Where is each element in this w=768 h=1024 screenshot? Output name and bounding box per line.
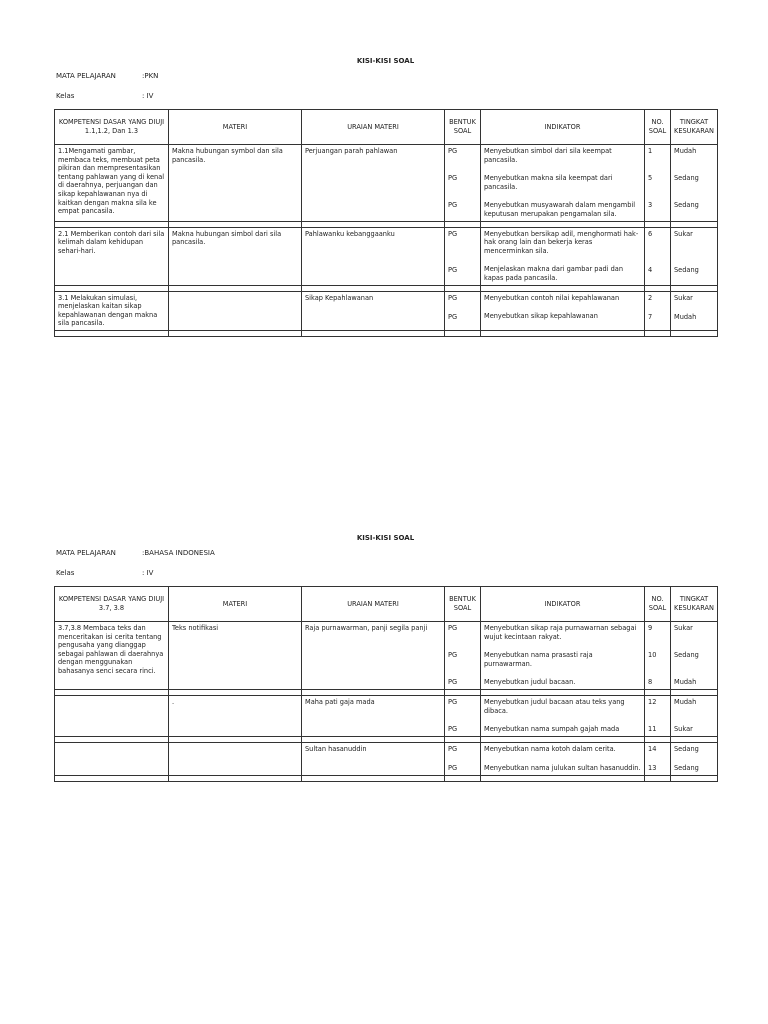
tingkat-item: Mudah [674,698,697,706]
no-soal-cell [645,291,671,330]
kisi-section-1 [54,57,717,337]
kelas-value: : IV [142,569,154,577]
indikator-item: Menjelaskan makna dari gambar padi dan kapas pada pancasila. [484,265,624,282]
tingkat-item: Sukar [674,725,693,733]
uraian-cell: Sikap Kepahlawanan [302,291,445,330]
no-soal-item: 7 [648,312,653,321]
no-soal-item: 10 [648,651,657,659]
kompetensi-cell: 1.1Mengamati gambar, membaca teks, membuat peta pikiran dan mempresentasikan tentang pahlawan yang di kenal di daerahnya, perjuangan dan sikap kepahlawanan nya di kaitkan dengan makna sila ke empat pancasila. [55,145,169,222]
doc-title: KISI-KISI SOAL [356,534,415,542]
no-soal-item: 12 [648,698,657,706]
bentuk-item: PG [448,745,458,753]
mata-pelajaran-label: MATA PELAJARAN [56,549,116,557]
kisi-table [54,109,718,337]
materi-cell: Teks notifikasi [169,622,302,690]
indikator-item: Menyebutkan nama prasasti raja purnawarman. [484,651,593,668]
tingkat-cell [671,291,718,330]
kompetensi-cell: 3.7,3.8 Membaca teks dan menceritakan isi cerita tentang pengusaha yang dianggap sebagai pahlawan di daerahnya dengan menggunakan bahasanya senci secara rinci. [55,622,169,690]
no-soal-cell [645,696,671,737]
table-row [55,696,718,737]
indikator-cell [481,696,645,737]
tingkat-item: Mudah [674,678,697,686]
no-soal-cell [645,145,671,222]
header-materi: MATERI [169,110,302,145]
spacer-cell [445,330,481,336]
no-soal-item: 3 [648,201,653,209]
bentuk-item: PG [448,201,458,209]
no-soal-item: 1 [648,147,653,155]
no-soal-cell [645,743,671,776]
bentuk-item: PG [448,624,458,632]
header-bentuk: BENTUK SOAL [445,587,481,622]
header-materi: MATERI [169,587,302,622]
indikator-cell [481,227,645,285]
spacer-row [55,776,718,782]
kelas-line [54,92,717,101]
header-tingkat: TINGKAT KESUKARAN [671,110,718,145]
header-uraian: URAIAN MATERI [302,587,445,622]
tingkat-item: Sedang [674,201,699,209]
indikator-cell [481,622,645,690]
indikator-item: Menyebutkan nama julukan sultan hasanuddin. [484,763,641,772]
kompetensi-cell: 3.1 Melakukan simulasi, menjelaskan kaitan sikap kepahlawanan dengan makna sila pancasila. [55,291,169,330]
tingkat-item: Sukar [674,624,693,632]
tingkat-cell [671,622,718,690]
tingkat-item: Sedang [674,651,699,659]
bentuk-item: PG [448,651,458,659]
spacer-cell [671,776,718,782]
no-soal-item: 13 [648,764,657,772]
header-row [55,587,718,622]
tingkat-item: Mudah [674,312,697,321]
table-row [55,145,718,222]
indikator-item: Menyebutkan sikap kepahlawanan [484,312,598,321]
no-soal-item: 11 [648,725,657,733]
no-soal-cell [645,227,671,285]
spacer-cell [302,330,445,336]
indikator-item: Menyebutkan makna sila keempat dari pancasila. [484,174,613,191]
header-tingkat: TINGKAT KESUKARAN [671,587,718,622]
bentuk-item: PG [448,265,458,274]
header-row [55,110,718,145]
bentuk-cell [445,622,481,690]
bentuk-cell [445,227,481,285]
no-soal-cell [645,622,671,690]
doc-title: KISI-KISI SOAL [356,57,415,65]
bentuk-cell [445,145,481,222]
kelas-label: Kelas [56,569,75,577]
uraian-cell: Sultan hasanuddin [302,743,445,776]
bentuk-item: PG [448,293,458,302]
table-row [55,622,718,690]
bentuk-item: PG [448,698,458,706]
bentuk-item: PG [448,678,458,686]
indikator-item: Menyebutkan simbol dari sila keempat pancasila. [484,147,612,164]
kompetensi-cell: 2.1 Memberikan contoh dari sila kelimah dalam kehidupan sehari-hari. [55,227,169,285]
no-soal-item: 2 [648,293,653,302]
bentuk-item: PG [448,229,458,238]
mata-pelajaran-label: MATA PELAJARAN [56,72,116,80]
uraian-cell: Raja purnawarman, panji segila panji [302,622,445,690]
tingkat-cell [671,696,718,737]
header-indikator: INDIKATOR [481,587,645,622]
kisi-table [54,586,718,782]
uraian-cell: Perjuangan parah pahlawan [302,145,445,222]
tingkat-cell [671,227,718,285]
mata-pelajaran-line [54,549,717,558]
tingkat-item: Sedang [674,764,699,772]
kelas-line [54,569,717,578]
indikator-item: Menyebutkan musyawarah dalam mengambil keputusan merupakan pengamalan sila. [484,201,636,218]
kelas-label: Kelas [56,92,75,100]
indikator-cell [481,743,645,776]
header-no-soal: NO. SOAL [645,587,671,622]
kompetensi-cell [55,743,169,776]
bentuk-item: PG [448,764,458,772]
header-indikator: INDIKATOR [481,110,645,145]
spacer-row [55,330,718,336]
tingkat-item: Mudah [674,147,697,155]
indikator-item: Menyebutkan judul bacaan atau teks yang dibaca. [484,698,625,715]
materi-cell: . [169,696,302,737]
table-row [55,291,718,330]
header-no-soal: NO. SOAL [645,110,671,145]
mata-pelajaran-line [54,72,717,81]
tingkat-item: Sukar [674,229,693,238]
header-bentuk: BENTUK SOAL [445,110,481,145]
bentuk-cell [445,743,481,776]
spacer-cell [55,776,169,782]
indikator-item: Menyebutkan contoh nilai kepahlawanan [484,293,620,302]
spacer-cell [169,330,302,336]
indikator-item: Menyebutkan sikap raja purnawarnan sebagai wujut kecintaan rakyat. [484,624,637,641]
spacer-cell [445,776,481,782]
bentuk-item: PG [448,174,458,182]
indikator-item: Menyebutkan judul bacaan. [484,678,576,687]
tingkat-item: Sukar [674,293,693,302]
bentuk-item: PG [448,147,458,155]
indikator-item: Menyebutkan bersikap adil, menghormati hak-hak orang lain dan bekerja keras mencerminkan sila. [484,229,639,255]
materi-cell [169,743,302,776]
no-soal-item: 5 [648,174,653,182]
spacer-cell [481,776,645,782]
spacer-cell [169,776,302,782]
spacer-cell [55,330,169,336]
kelas-value: : IV [142,92,154,100]
header-kompetensi: KOMPETENSI DASAR YANG DIUJI 1.1,1.2, Dan 1.3 [55,110,169,145]
tingkat-cell [671,145,718,222]
mata-pelajaran-value: :PKN [142,72,159,80]
spacer-cell [645,330,671,336]
bentuk-cell [445,291,481,330]
tingkat-item: Sedang [674,265,699,274]
tingkat-item: Sedang [674,745,699,753]
kompetensi-cell [55,696,169,737]
no-soal-item: 9 [648,624,653,632]
header-uraian: URAIAN MATERI [302,110,445,145]
materi-cell: Makna hubungan simbol dari sila pancasila. [169,227,302,285]
kisi-section-2 [54,534,717,782]
no-soal-item: 6 [648,229,653,238]
bentuk-item: PG [448,312,458,321]
indikator-cell [481,291,645,330]
uraian-cell: Pahlawanku kebanggaanku [302,227,445,285]
indikator-cell [481,145,645,222]
no-soal-item: 4 [648,265,653,274]
indikator-item: Menyebutkan nama sumpah gajah mada [484,725,620,734]
header-kompetensi: KOMPETENSI DASAR YANG DIUJI 3.7, 3.8 [55,587,169,622]
table-row [55,743,718,776]
table-row [55,227,718,285]
uraian-cell: Maha pati gaja mada [302,696,445,737]
tingkat-cell [671,743,718,776]
indikator-item: Menyebutkan nama kotoh dalam cerita. [484,745,616,753]
spacer-cell [645,776,671,782]
bentuk-cell [445,696,481,737]
spacer-cell [481,330,645,336]
no-soal-item: 14 [648,745,657,753]
mata-pelajaran-value: :BAHASA INDONESIA [142,549,215,557]
tingkat-item: Sedang [674,174,699,182]
no-soal-item: 8 [648,678,653,686]
bentuk-item: PG [448,725,458,733]
materi-cell [169,291,302,330]
materi-cell: Makna hubungan symbol dan sila pancasila. [169,145,302,222]
spacer-cell [302,776,445,782]
spacer-cell [671,330,718,336]
